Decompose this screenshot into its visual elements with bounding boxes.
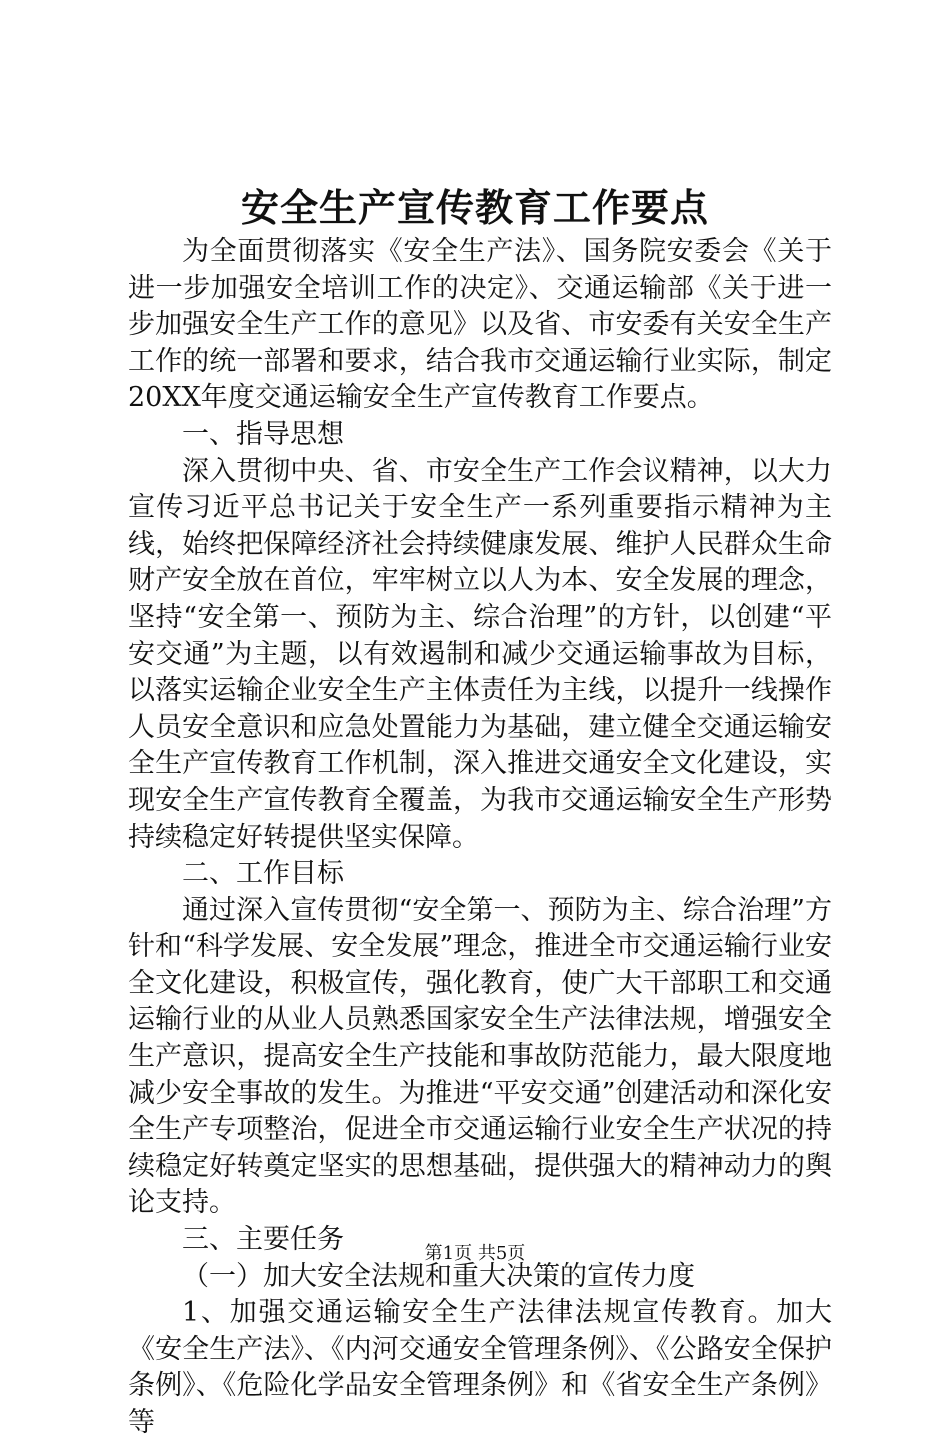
section-heading-guiding-ideology: 一、指导思想: [182, 418, 344, 450]
section-heading-main-tasks: 三、主要任务: [182, 1224, 344, 1256]
intro-paragraph: 为全面贯彻落实《安全生产法》、国务院安委会《关于进一步加强安全培训工作的决定》、交通运输部《关于进一步加强安全生产工作的意见》以及省、市安委有关安全生产工作的统一部署和要求，结合我市交通运输行业实际，制定20XX年度交通运输安全生产宣传教育工作要点。: [128, 236, 832, 414]
guiding-ideology-paragraph: 深入贯彻中央、省、市安全生产工作会议精神，以大力宣传习近平总书记关于安全生产一系列重要指示精神为主线，始终把保障经济社会持续健康发展、维护人民群众生命财产安全放在首位，牢牢树立以人为本、安全发展的理念，坚持“安全第一、预防为主、综合治理”的方针，以创建“平安交通”为主题，以有效遏制和减少交通运输事故为目标，以落实运输企业安全生产主体责任为主线，以提升一线操作人员安全意识和应急处置能力为基础，建立健全交通运输安全生产宣传教育工作机制，深入推进交通安全文化建设，实现安全生产宣传教育全覆盖，为我市交通运输安全生产形势持续稳定好转提供坚实保障。: [128, 455, 832, 853]
page-number-footer: 第1页 共5页: [424, 1243, 526, 1264]
task-1-paragraph: 1、加强交通运输安全生产法律法规宣传教育。加大《安全生产法》、《内河交通安全管理条例》、《公路安全保护条例》、《危险化学品安全管理条例》和《省安全生产条例》等: [128, 1297, 832, 1438]
section-heading-work-goals: 二、工作目标: [182, 858, 344, 890]
document-title: 安全生产宣传教育工作要点: [240, 185, 709, 230]
subsection-heading-1: （一）加大安全法规和重大决策的宣传力度: [182, 1260, 695, 1292]
work-goals-paragraph: 通过深入宣传贯彻“安全第一、预防为主、综合治理”方针和“科学发展、安全发展”理念，推进全市交通运输行业安全文化建设，积极宣传，强化教育，使广大干部职工和交通运输行业的从业人员熟悉国家安全生产法律法规，增强安全生产意识，提高安全生产技能和事故防范能力，最大限度地减少安全事故的发生。为推进“平安交通”创建活动和深化安全生产专项整治，促进全市交通运输行业安全生产状况的持续稳定好转奠定坚实的思想基础，提供强大的精神动力的舆论支持。: [128, 894, 832, 1219]
